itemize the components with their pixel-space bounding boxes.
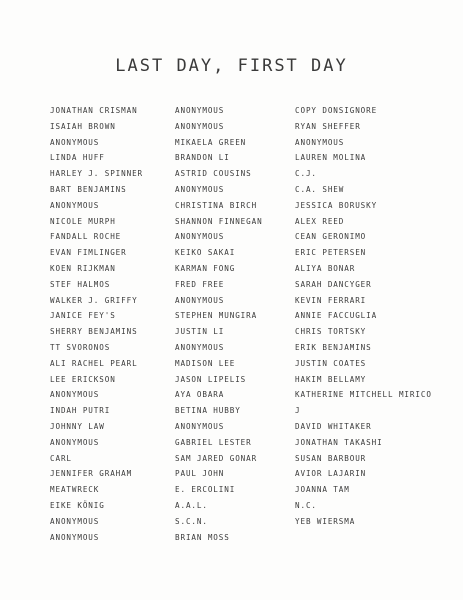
name-entry: ANONYMOUS bbox=[175, 295, 225, 305]
name-entry: JUSTIN LI bbox=[175, 327, 225, 337]
name-entry: RYAN SHEFFER bbox=[295, 121, 361, 131]
name-entry: ANONYMOUS bbox=[50, 437, 100, 447]
page-title: LAST DAY, FIRST DAY bbox=[115, 56, 348, 76]
name-entry: ANONYMOUS bbox=[175, 232, 225, 242]
name-entry: J bbox=[295, 406, 301, 416]
name-entry: NICOLE MURPH bbox=[50, 216, 116, 226]
name-entry: S.C.N. bbox=[175, 516, 208, 526]
name-entry: LAUREN MOLINA bbox=[295, 153, 367, 163]
name-entry: EVAN FIMLINGER bbox=[50, 248, 127, 258]
name-entry: SARAH DANCYGER bbox=[295, 279, 372, 289]
name-entry: ANNIE FACCUGLIA bbox=[295, 311, 378, 321]
name-entry: BETINA HUBBY bbox=[175, 406, 241, 416]
name-entry: KATHERINE MITCHELL MIRICO bbox=[295, 390, 432, 400]
name-entry: CEAN GERONIMO bbox=[295, 232, 367, 242]
name-entry: STEPHEN MUNGIRA bbox=[175, 311, 258, 321]
name-entry: COPY DONSIGNORE bbox=[295, 106, 378, 115]
name-entry: WALKER J. GRIFFY bbox=[50, 295, 138, 305]
name-entry: AVIOR LAJARIN bbox=[295, 469, 367, 479]
name-entry: LEE ERICKSON bbox=[50, 374, 116, 384]
name-column-2 bbox=[175, 103, 263, 545]
name-entry: A.A.L. bbox=[175, 500, 208, 510]
name-entry: JONATHAN TAKASHI bbox=[295, 437, 383, 447]
name-entry: ANONYMOUS bbox=[175, 121, 225, 131]
name-entry: C.J. bbox=[295, 169, 317, 179]
name-entry: ANONYMOUS bbox=[50, 390, 100, 400]
name-entry: ERIK BENJAMINS bbox=[295, 342, 372, 352]
name-entry: ANONYMOUS bbox=[50, 516, 100, 526]
name-entry: SAM JARED GONAR bbox=[175, 453, 258, 463]
name-column-3 bbox=[295, 103, 432, 530]
name-entry: AYA OBARA bbox=[175, 390, 225, 400]
name-entry: ANONYMOUS bbox=[175, 342, 225, 352]
name-entry: ALIYA BONAR bbox=[295, 263, 356, 273]
name-entry: CHRIS TORTSKY bbox=[295, 327, 367, 337]
name-entry: FRED FREE bbox=[175, 279, 225, 289]
name-entry: STEF HALMOS bbox=[50, 279, 111, 289]
name-entry: JANICE FEY'S bbox=[50, 311, 116, 321]
name-entry: ASTRID COUSINS bbox=[175, 169, 252, 179]
name-entry: KARMAN FONG bbox=[175, 263, 236, 273]
name-entry: TT SVORONOS bbox=[50, 342, 111, 352]
name-entry: FANDALL ROCHE bbox=[50, 232, 122, 242]
name-entry: HARLEY J. SPINNER bbox=[50, 169, 144, 179]
name-entry: KOEN RIJKMAN bbox=[50, 263, 116, 273]
name-entry: JENNIFER GRAHAM bbox=[50, 469, 133, 479]
name-entry: LINDA HUFF bbox=[50, 153, 105, 163]
name-entry: KEVIN FERRARI bbox=[295, 295, 367, 305]
name-entry: JESSICA BORUSKY bbox=[295, 200, 378, 210]
name-entry: BART BENJAMINS bbox=[50, 184, 127, 194]
name-entry: PAUL JOHN bbox=[175, 469, 225, 479]
name-entry: JONATHAN CRISMAN bbox=[50, 106, 138, 115]
name-entry: JUSTIN COATES bbox=[295, 358, 367, 368]
name-entry: DAVID WHITAKER bbox=[295, 421, 372, 431]
name-entry: KEIKO SAKAI bbox=[175, 248, 236, 258]
name-entry: EIKE KÖNIG bbox=[50, 500, 105, 510]
name-entry: YEB WIERSMA bbox=[295, 516, 356, 526]
name-entry: MIKAELA GREEN bbox=[175, 137, 247, 147]
name-entry: INDAH PUTRI bbox=[50, 406, 111, 416]
name-entry: SHERRY BENJAMINS bbox=[50, 327, 138, 337]
name-entry: CARL bbox=[50, 453, 72, 463]
name-column-1 bbox=[50, 103, 143, 545]
name-entry: CHRISTINA BIRCH bbox=[175, 200, 258, 210]
name-entry: E. ERCOLINI bbox=[175, 485, 236, 495]
name-entry: GABRIEL LESTER bbox=[175, 437, 252, 447]
name-entry: C.A. SHEW bbox=[295, 184, 345, 194]
name-entry: JOANNA TAM bbox=[295, 485, 350, 495]
name-entry: ISAIAH BROWN bbox=[50, 121, 116, 131]
name-entry: SUSAN BARBOUR bbox=[295, 453, 367, 463]
name-entry: BRANDON LI bbox=[175, 153, 230, 163]
name-entry: ANONYMOUS bbox=[50, 532, 100, 542]
name-entry: JASON LIPELIS bbox=[175, 374, 247, 384]
name-entry: ANONYMOUS bbox=[50, 200, 100, 210]
name-entry: JOHNNY LAW bbox=[50, 421, 105, 431]
name-entry: ERIC PETERSEN bbox=[295, 248, 367, 258]
name-entry: ALEX REED bbox=[295, 216, 345, 226]
name-entry: BRIAN MOSS bbox=[175, 532, 230, 542]
name-entry: ALI RACHEL PEARL bbox=[50, 358, 138, 368]
name-entry: ANONYMOUS bbox=[175, 421, 225, 431]
name-entry: MEATWRECK bbox=[50, 485, 100, 495]
name-entry: HAKIM BELLAMY bbox=[295, 374, 367, 384]
name-entry: ANONYMOUS bbox=[50, 137, 100, 147]
name-entry: ANONYMOUS bbox=[295, 137, 345, 147]
name-entry: SHANNON FINNEGAN bbox=[175, 216, 263, 226]
name-entry: MADISON LEE bbox=[175, 358, 236, 368]
name-entry: ANONYMOUS bbox=[175, 106, 225, 115]
name-entry: N.C. bbox=[295, 500, 317, 510]
name-entry: ANONYMOUS bbox=[175, 184, 225, 194]
